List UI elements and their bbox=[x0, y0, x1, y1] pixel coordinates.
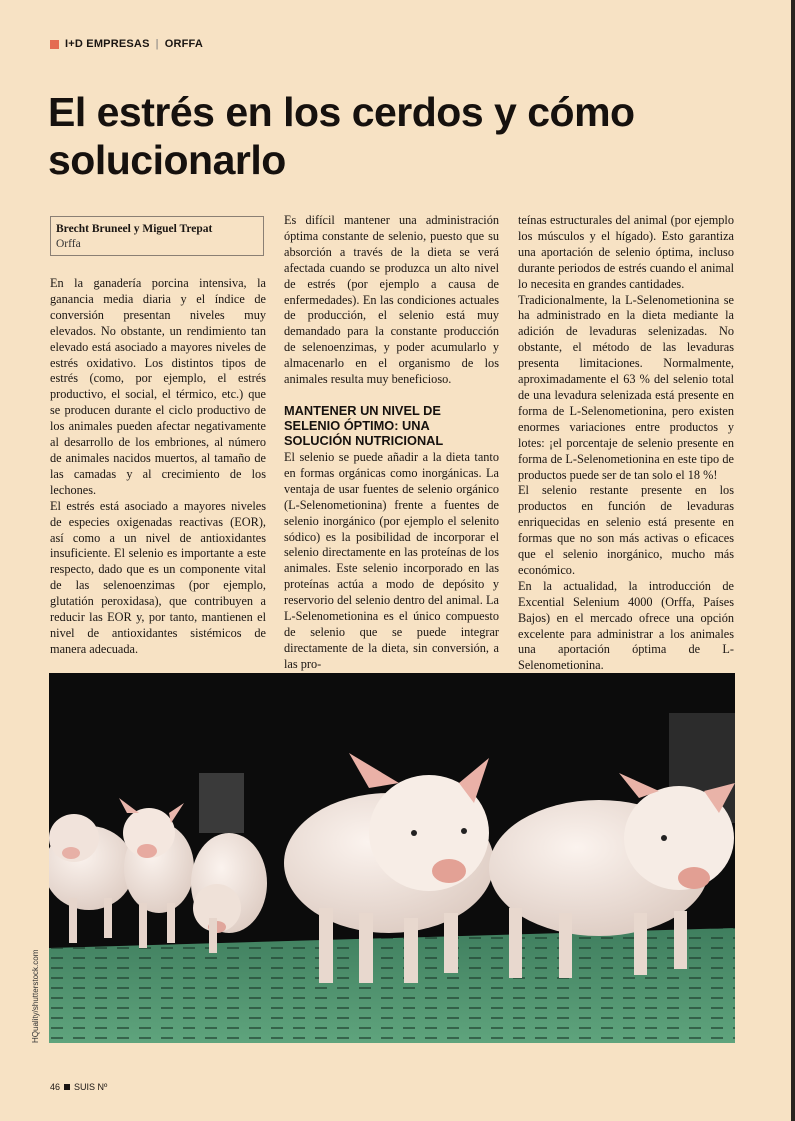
paragraph: El selenio se puede añadir a la dieta tanto en formas orgánicas como inorgánicas. La ventaja de usar fuentes de selenio orgánico (L-Selenometionina) frente a fuentes de selenio inorgánico (por ejemplo el selenito sódico) es la posibilidad de incorporar el selenio directamente en las proteínas de los animales. Este selenio incorporado en las proteínas actúa a modo de depósito y reservorio del selenio dentro del animal. La L-Selenometionina es el único compuesto de selenio que se puede integrar directamente de la dieta, sin conversión, a las pro- bbox=[284, 449, 499, 671]
page-edge bbox=[791, 0, 795, 1121]
article-title: El estrés en los cerdos y cómo solucionarlo bbox=[48, 89, 635, 183]
photo-credit: HQuality/shutterstock.com bbox=[31, 949, 40, 1043]
company-label: ORFFA bbox=[164, 38, 203, 50]
column-3 bbox=[518, 213, 734, 674]
section-header bbox=[50, 38, 203, 50]
piglets-photo bbox=[49, 673, 735, 1043]
paragraph: teínas estructurales del animal (por ejemplo los músculos y el hígado). Esto garantiza una aportación de selenio óptima, incluso durante periodos de estrés cuando el animal lo necesita en grandes cantidades. bbox=[518, 213, 734, 291]
header-separator: | bbox=[155, 38, 159, 50]
paragraph: En la ganadería porcina intensiva, la ganancia media diaria y el índice de conversión presentan niveles muy elevados. No obstante, un rendimiento tan elevado está asociado a mayores niveles de estrés oxidativo. Los distintos tipos de estrés (como, por ejemplo, el estrés productivo, el social, el térmico, etc.) que se producen durante el ciclo productivo de los animales pueden afectar negativamente al desarrollo de los embriones, al número de animales nacidos muertos, al tamaño de las camadas y al crecimiento de los lechones. bbox=[50, 276, 266, 497]
page-number: 46 bbox=[50, 1082, 61, 1092]
author-box bbox=[50, 216, 264, 256]
section-subhead: MANTENER UN NIVEL DE SELENIO ÓPTIMO: UNA SOLUCIÓN NUTRICIONAL bbox=[284, 402, 444, 448]
paragraph: El estrés está asociado a mayores niveles de especies oxigenadas reactivas (EOR), así como a un nivel de antioxidantes insuficiente. El selenio es importante a este respecto, dado que es un componente vital de las selenoenzimas (por ejemplo, glutatión peroxidasa), que contribuyen a reducir las EOR y, por tanto, mantienen el nivel de antioxidantes sistémicos de manera adecuada. bbox=[50, 498, 266, 656]
piglets-illustration bbox=[49, 673, 735, 1043]
section-marker-icon bbox=[50, 40, 59, 49]
paragraph: Tradicionalmente, la L-Selenometionina se ha administrado en la dieta mediante la adición de levaduras selenizadas. No obstante, el método de las levaduras presenta limitaciones. Normalmente, aproximadamente el 63 % del selenio total de una levadura selenizada está presente en forma de L-Selenometionina, pero existen enormes variaciones entre productos y lotes: ¡el porcentaje de selenio presente en forma de L-Selenometionina en este tipo de productos puede ser de tan solo el 18 %! bbox=[518, 292, 734, 482]
footer-marker-icon bbox=[64, 1084, 70, 1090]
column-2 bbox=[284, 213, 499, 673]
section-label: I+D EMPRESAS bbox=[65, 38, 150, 50]
paragraph: Es difícil mantener una administración óptima constante de selenio, puesto que su absorción a través de la dieta se verá afectada cuando se produzca un alto nivel de estrés (por ejemplo a causa de enfermedades). En las condiciones actuales de producción, el selenio está muy demandado para la constante producción de selenoenzimas, y poder acumularlo y almacenarlo en el organismo de los animales resulta muy beneficioso. bbox=[284, 213, 499, 387]
paragraph: El selenio restante presente en los productos en función de levaduras enriquecidas en selenio está presente en formas que no son más activas o eficaces que el selenio inorgánico, mucho más económico. bbox=[518, 483, 734, 577]
author-organization: Orffa bbox=[56, 238, 81, 250]
magazine-name: SUIS Nº bbox=[74, 1082, 108, 1092]
author-names: Brecht Bruneel y Miguel Trepat bbox=[56, 223, 213, 235]
paragraph: En la actualidad, la introducción de Excential Selenium 4000 (Orffa, Países Bajos) en el mercado ofrece una opción excelente para administrar a los animales una aportación óptima de L-Selenometionina. bbox=[518, 578, 734, 673]
column-1 bbox=[50, 276, 266, 658]
page-footer bbox=[50, 1082, 107, 1092]
